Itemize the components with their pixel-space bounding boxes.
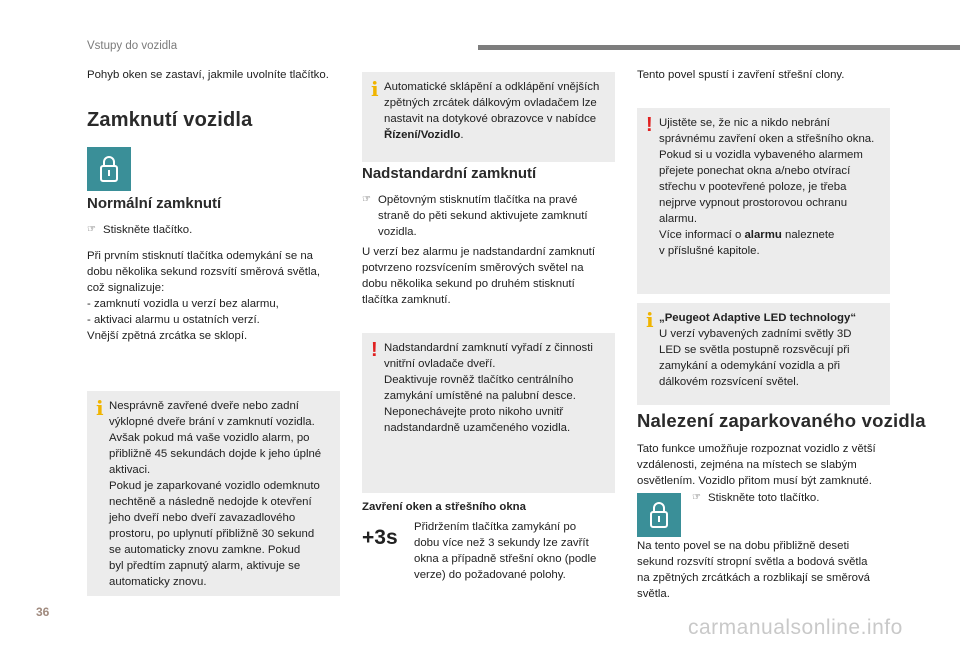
- info-icon: i: [371, 77, 379, 101]
- line: dobu několika sekund po druhém stisknutí: [362, 278, 575, 290]
- step-press-button: [87, 222, 192, 238]
- line: výklopné dveře brání v zamknutí vozidla.: [109, 416, 315, 428]
- line: prostoru, po uplynutí přibližně 30 sekund: [109, 528, 315, 540]
- line: Nesprávně zavřené dveře nebo zadní: [109, 400, 299, 412]
- watermark: carmanualsonline.info: [688, 616, 903, 639]
- warning-box-deadlock: [362, 333, 615, 493]
- col1-intro: Pohyb oken se zastaví, jakmile uvolníte tlačítko.: [87, 69, 329, 81]
- line: nastavit na dotykové obrazovce v nabídce: [384, 113, 597, 125]
- line: Pokud je zaparkované vozidlo odemknuto: [109, 480, 320, 492]
- alarm-reference: alarmu: [744, 229, 782, 241]
- line: zamykání umístěné na palubní desce.: [384, 390, 576, 402]
- line: Pokud si u vozidla vybaveného alarmem: [659, 149, 863, 161]
- line: - aktivaci alarmu u ostatních verzí.: [87, 314, 260, 326]
- line: se automaticky znovu zamkne. Pokud: [109, 544, 301, 556]
- line: potvrzeno rozsvícením směrových světel na: [362, 262, 584, 274]
- three-second-badge-icon: +3s: [362, 526, 398, 549]
- line: Tato funkce umožňuje rozpoznat vozidlo z větší: [637, 443, 876, 455]
- line: osvětlením. Vozidlo přitom musí být zamknuté.: [637, 475, 872, 487]
- finger-bullet-icon: ☞: [87, 224, 96, 235]
- col3-paragraph: [637, 441, 897, 489]
- col2-paragraph: [362, 244, 617, 308]
- more-info-prefix: Více informací o: [659, 229, 745, 241]
- finger-bullet-icon: ☞: [692, 492, 701, 503]
- line: správnému zavření oken a střešního okna.: [659, 133, 875, 145]
- col1-paragraph: [87, 248, 342, 344]
- line: zpětných zrcátek dálkovým ovladačem lze: [384, 97, 597, 109]
- line: na zpětných zrcátkách a rozblikají se směrová: [637, 572, 870, 584]
- section-title-locate: Nalezení zaparkovaného vozidla: [637, 410, 926, 431]
- line: tlačítka zamknutí.: [362, 294, 451, 306]
- line: [659, 227, 882, 243]
- finger-bullet-icon: ☞: [362, 194, 371, 205]
- roof-paragraph: [414, 519, 619, 583]
- line: Ujistěte se, že nic a nikdo nebrání: [659, 117, 830, 129]
- line: vzdálenosti, zejména na místech se slabým: [637, 459, 857, 471]
- line: LED se světla postupně rozsvěcují při: [659, 344, 850, 356]
- line: U verzí vybavených zadními světly 3D: [659, 328, 852, 340]
- step-text: Stiskněte tlačítko.: [103, 224, 193, 236]
- info-box-mirrors: [362, 72, 615, 162]
- line: - zamknutí vozidla u verzí bez alarmu,: [87, 298, 279, 310]
- line: sekund rozsvítí stropní světla a bodová světla: [637, 556, 868, 568]
- lock-icon: [87, 147, 131, 191]
- step-press-this-button: [692, 490, 819, 506]
- line: aktivaci.: [109, 464, 151, 476]
- page-number: 36: [36, 605, 50, 619]
- line: Avšak pokud má vaše vozidlo alarm, po: [109, 432, 310, 444]
- line: vnitřní ovladače dveří.: [384, 358, 496, 370]
- line: Na tento povel se na dobu přibližně deseti: [637, 540, 850, 552]
- line: automaticky znovu.: [109, 576, 207, 588]
- lock-icon: [637, 493, 681, 537]
- line: Neponechávejte proto nikoho uvnitř: [384, 406, 564, 418]
- line: byl předtím zapnutý alarm, aktivuje se: [109, 560, 301, 572]
- info-icon: i: [96, 396, 104, 420]
- line: okna a případně střešní okno (podle: [414, 553, 597, 565]
- line: jeho dveří nebo dveří zavazadlového: [109, 512, 296, 524]
- line: Přidržením tlačítka zamykání po: [414, 521, 577, 533]
- led-title: „Peugeot Adaptive LED technology“: [659, 312, 857, 324]
- warning-box-windows: [637, 108, 890, 294]
- info-box-doors: [87, 391, 340, 596]
- header-bar: [478, 45, 960, 50]
- line: střechu v pootevřené poloze, je třeba: [659, 181, 847, 193]
- line: dobu několika sekund rozsvítí směrová světla,: [87, 266, 320, 278]
- line: Při prvním stisknutí tlačítka odemykání se na: [87, 250, 314, 262]
- menu-path: Řízení/Vozidlo: [384, 129, 461, 141]
- col3-final-paragraph: [637, 538, 897, 602]
- line: což signalizuje:: [87, 282, 165, 294]
- line: nadstandardně uzamčeného vozidla.: [384, 422, 571, 434]
- line: vozidla.: [378, 226, 417, 238]
- line: Opětovným stisknutím tlačítka na pravé: [378, 194, 578, 206]
- info-icon: i: [646, 308, 654, 332]
- line: alarmu.: [659, 213, 697, 225]
- line: Automatické sklápění a odklápění vnějších: [384, 81, 600, 93]
- roof-heading: Zavření oken a střešního okna: [362, 501, 526, 513]
- line: Vnější zpětná zrcátka se sklopí.: [87, 330, 248, 342]
- line: Deaktivuje rovněž tlačítko centrálního: [384, 374, 574, 386]
- line: Nadstandardní zamknutí vyřadí z činnosti: [384, 342, 593, 354]
- line: verze) do požadované polohy.: [414, 569, 566, 581]
- line: světla.: [637, 588, 670, 600]
- line: straně do pěti sekund aktivujete zamknutí: [378, 210, 588, 222]
- running-header: Vstupy do vozidla: [87, 40, 178, 52]
- line: dálkovém rozsvícení světel.: [659, 376, 799, 388]
- col3-intro: Tento povel spustí i zavření střešní clony.: [637, 69, 845, 81]
- section-title-lock: Zamknutí vozidla: [87, 109, 253, 131]
- line: nechtěně a následně nedojde k otevření: [109, 496, 312, 508]
- info-box-led: [637, 303, 890, 405]
- line: nejprve vypnout prostorovou ochranu: [659, 197, 848, 209]
- warning-icon: !: [371, 339, 378, 361]
- step-text: Stiskněte toto tlačítko.: [708, 492, 820, 504]
- warning-icon: !: [646, 114, 653, 136]
- line: v příslušné kapitole.: [659, 245, 760, 257]
- line: Řízení/Vozidlo.: [384, 129, 464, 141]
- line: přejete ponechat okna a/nebo otvírací: [659, 165, 851, 177]
- line: dobu více než 3 sekundy lze zavřít: [414, 537, 589, 549]
- line: U verzí bez alarmu je nadstandardní zamknutí: [362, 246, 595, 258]
- line: zamykání a odemykání vozidla a při: [659, 360, 841, 372]
- step-press-again: [362, 192, 617, 240]
- subtitle-normal-lock: Normální zamknutí: [87, 195, 222, 212]
- section-title-deadlock: Nadstandardní zamknutí: [362, 165, 537, 182]
- more-info-suffix: naleznete: [781, 229, 835, 241]
- line: přibližně 45 sekundách dojde k jeho úplné: [109, 448, 322, 460]
